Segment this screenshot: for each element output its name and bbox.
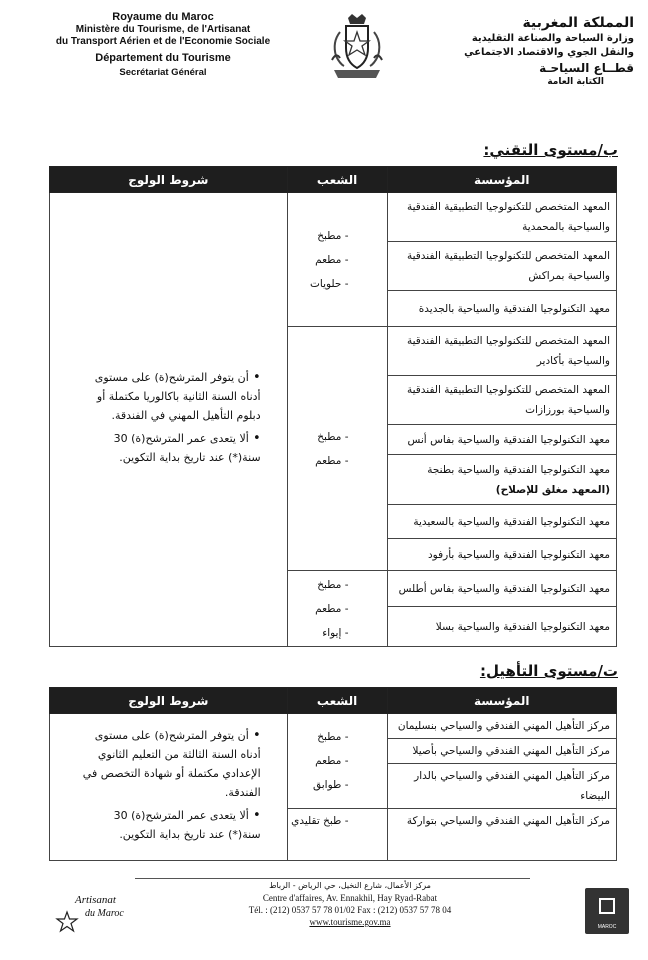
section-t-title: ت/مستوى التأهيل: bbox=[479, 662, 618, 680]
branch-item: - مطعم bbox=[288, 248, 349, 272]
table-header-row bbox=[50, 167, 617, 193]
branch-item: - مطعم bbox=[288, 449, 349, 473]
artisanat-text-1: Artisanat bbox=[75, 894, 116, 906]
institution-cell: مركز التأهيل المهني الفندقي والسياحي بتواركة bbox=[387, 809, 616, 861]
header-arabic bbox=[404, 14, 634, 89]
institution-cell: مركز التأهيل المهني الفندقي والسياحي بأصيلا bbox=[387, 739, 616, 764]
institution-cell: معهد التكنولوجيا الفندقية والسياحية بالسعيدية bbox=[387, 505, 616, 539]
department-ar: قطــاع السياحـة bbox=[539, 61, 634, 75]
branch-item: - مطبخ bbox=[288, 725, 349, 749]
branch-item: - مطعم bbox=[288, 597, 349, 621]
header-conditions: شروط الولوج bbox=[50, 167, 288, 193]
branch-cell bbox=[287, 193, 387, 327]
technical-level-table bbox=[49, 166, 617, 647]
conditions-cell bbox=[50, 714, 288, 861]
secretariat-ar: الكتابة العامة bbox=[547, 77, 604, 87]
institution-cell: معهد التكنولوجيا الفندقية والسياحية بسلا bbox=[387, 607, 616, 647]
institution-cell: المعهد المتخصص للتكنولوجيا التطبيقية الفندقية والسياحية بمراكش bbox=[387, 242, 616, 291]
qualification-level-table bbox=[49, 687, 617, 861]
institution-cell: المعهد المتخصص للتكنولوجيا التطبيقية الفندقية والسياحية بأكادير bbox=[387, 327, 616, 376]
condition-item: • أن يتوفر المترشح(ة) على مستوى أدناه السنة الثانية باكالوريا مكتملة أو دبلوم التأهيل المهني في الفندقة. bbox=[80, 368, 261, 425]
header-branch: الشعب bbox=[287, 688, 387, 714]
address-fr: Centre d'affaires, Av. Ennakhil, Hay Ryad-Rabat bbox=[262, 893, 438, 903]
table-header-row bbox=[50, 688, 617, 714]
header-institution: المؤسسة bbox=[387, 688, 616, 714]
institution-cell bbox=[387, 455, 616, 505]
branch-item: - مطبخ bbox=[288, 224, 349, 248]
kingdom-fr: Royaume du Maroc bbox=[112, 11, 214, 23]
branch-cell bbox=[287, 327, 387, 571]
artisanat-text-2: du Maroc bbox=[85, 908, 124, 919]
branch-cell bbox=[287, 714, 387, 809]
institution-cell: المعهد المتخصص للتكنولوجيا التطبيقية الفندقية والسياحية بالمحمدية bbox=[387, 193, 616, 242]
branch-cell bbox=[287, 809, 387, 861]
table-row bbox=[50, 714, 617, 739]
institution-cell: المعهد المتخصص للتكنولوجيا التطبيقية الفندقية والسياحية بورزازات bbox=[387, 376, 616, 425]
ministry-ar-1: وزارة السياحة والصناعة التقليدية bbox=[471, 33, 634, 44]
branch-item: - طوابق bbox=[288, 773, 349, 797]
section-b-title: ب/مستوى التقني: bbox=[483, 141, 618, 159]
star-icon bbox=[55, 910, 79, 934]
closure-note: (المعهد مغلق للإصلاح) bbox=[495, 483, 610, 496]
kingdom-ar: المملكة المغربية bbox=[522, 15, 634, 31]
website-link[interactable]: www.tourisme.gov.ma bbox=[309, 917, 391, 927]
footer-divider bbox=[135, 878, 530, 879]
phone-fax: Tél. : (212) 0537 57 78 01/02 Fax : (212) 0537 57 78 04 bbox=[248, 905, 452, 915]
maroc-glyph-icon bbox=[599, 898, 615, 914]
institution-name: معهد التكنولوجيا الفندقية والسياحية بطنجة bbox=[427, 463, 610, 476]
maroc-logo-label: MAROC bbox=[597, 924, 617, 930]
department-fr: Département du Tourisme bbox=[95, 52, 231, 64]
footer-address bbox=[200, 880, 500, 928]
branch-item: - حلويات bbox=[288, 272, 349, 296]
institution-cell: معهد التكنولوجيا الفندقية والسياحية بأرفود bbox=[387, 539, 616, 571]
royal-emblem-icon bbox=[326, 12, 388, 86]
header-french bbox=[28, 10, 298, 79]
branch-cell bbox=[287, 571, 387, 647]
branch-item: - مطبخ bbox=[288, 425, 349, 449]
header-conditions: شروط الولوج bbox=[50, 688, 288, 714]
institution-cell: معهد التكنولوجيا الفندقية والسياحية بالجديدة bbox=[387, 291, 616, 327]
header-institution: المؤسسة bbox=[387, 167, 616, 193]
branch-item: - مطبخ bbox=[288, 573, 349, 597]
condition-item: • ألا يتعدى عمر المترشح(ة) 30 سنة(*) عند تاريخ بداية التكوين. bbox=[80, 806, 261, 844]
address-ar: مركز الأعمال، شارع النخيل، حي الرياض - الرباط bbox=[269, 881, 431, 890]
ministry-fr-1: Ministère du Tourisme, de l'Artisanat bbox=[75, 24, 251, 35]
branch-item: - طبخ تقليدي bbox=[288, 809, 349, 833]
institution-cell: معهد التكنولوجيا الفندقية والسياحية بفاس أطلس bbox=[387, 571, 616, 607]
institution-cell: مركز التأهيل المهني الفندقي والسياحي بالدار البيضاء bbox=[387, 764, 616, 809]
branch-item: - إيواء bbox=[288, 621, 349, 645]
branch-item: - مطعم bbox=[288, 749, 349, 773]
conditions-cell bbox=[50, 193, 288, 647]
header-branch: الشعب bbox=[287, 167, 387, 193]
ministry-ar-2: والنقل الجوي والاقتصاد الاجتماعي bbox=[464, 47, 634, 58]
maroc-tourism-logo bbox=[585, 888, 629, 934]
condition-item: • ألا يتعدى عمر المترشح(ة) 30 سنة(*) عند تاريخ بداية التكوين. bbox=[80, 429, 261, 467]
secretariat-fr: Secrétariat Général bbox=[119, 67, 207, 78]
institution-cell: معهد التكنولوجيا الفندقية والسياحية بفاس أنس bbox=[387, 425, 616, 455]
artisanat-logo bbox=[55, 888, 135, 938]
institution-cell: مركز التأهيل المهني الفندقي والسياحي بنسليمان bbox=[387, 714, 616, 739]
condition-item: • أن يتوفر المترشح(ة) على مستوى أدناه السنة الثالثة من التعليم الثانوي الإعدادي مكتملة أو شهادة التخصص في الفندقة. bbox=[80, 726, 261, 802]
ministry-fr-2: du Transport Aérien et de l'Economie Sociale bbox=[55, 36, 271, 47]
table-row bbox=[50, 193, 617, 242]
